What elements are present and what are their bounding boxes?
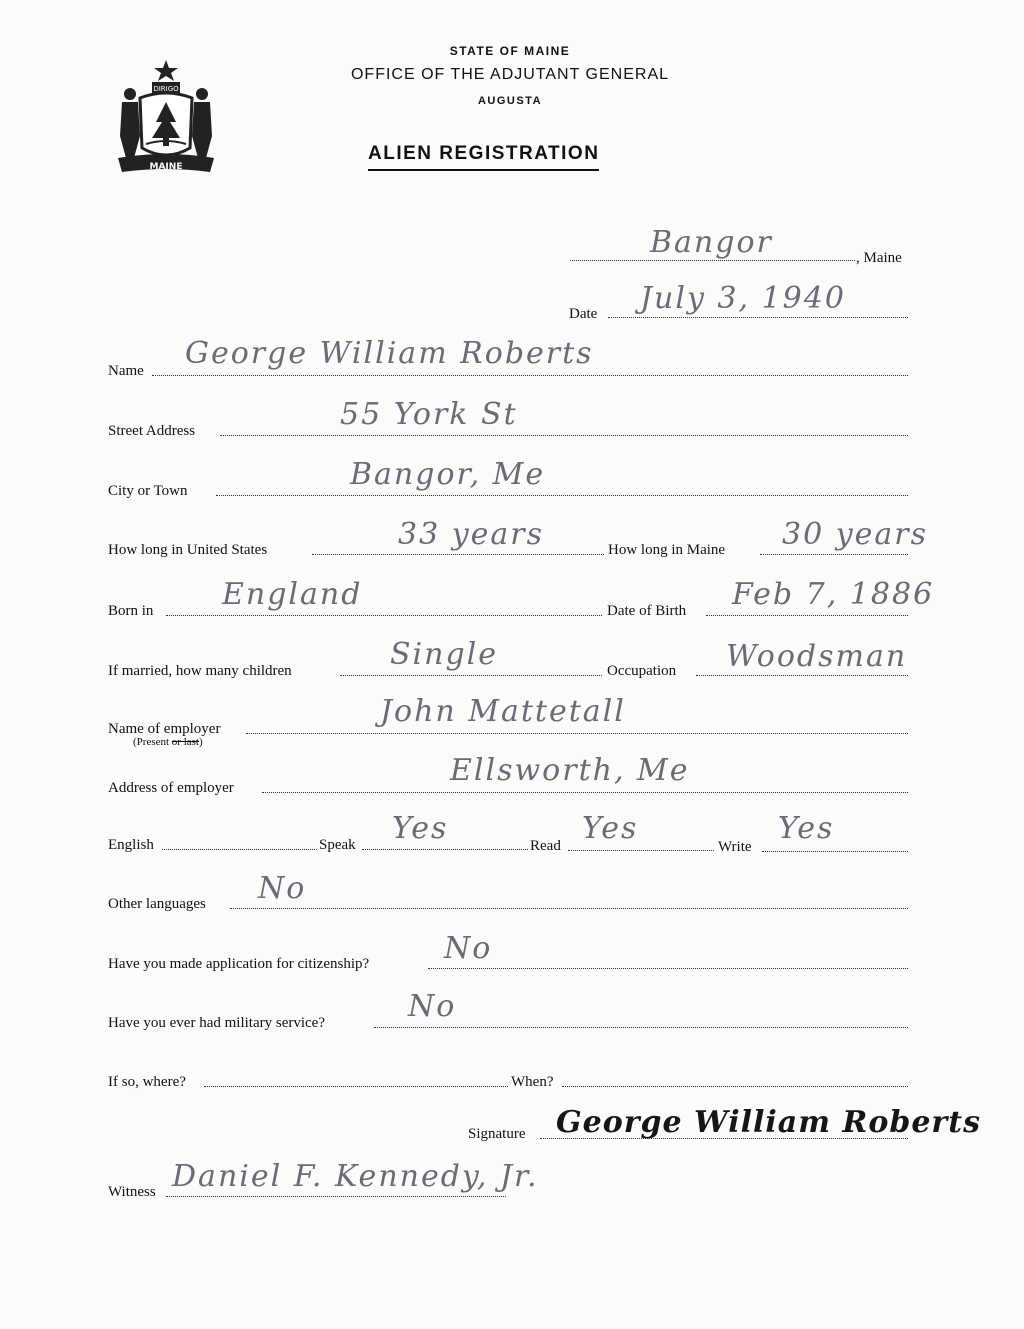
read-label: Read xyxy=(530,838,561,854)
name-line xyxy=(152,375,908,376)
other-languages-value: No xyxy=(258,871,307,906)
english-label: English xyxy=(108,837,154,853)
write-label: Write xyxy=(718,839,752,855)
us-duration-label: How long in United States xyxy=(108,542,268,558)
english-line xyxy=(162,849,317,850)
children-label: If married, how many children xyxy=(108,663,292,679)
employer-address-line xyxy=(262,792,908,793)
employer-value: John Mattetall xyxy=(380,694,626,729)
employer-label: Name of employer xyxy=(108,721,221,737)
speak-label: Speak xyxy=(319,837,356,853)
born-value: England xyxy=(222,577,363,612)
witness-line xyxy=(166,1196,506,1197)
military-value: No xyxy=(408,989,457,1024)
us-duration-value: 33 years xyxy=(398,517,545,552)
citizenship-line xyxy=(428,968,908,969)
occupation-line xyxy=(696,675,908,676)
maine-label: , Maine xyxy=(856,250,902,266)
signature-value: George William Roberts xyxy=(556,1105,981,1140)
street-label: Street Address xyxy=(108,423,196,439)
when-line xyxy=(562,1086,908,1087)
maine-duration-value: 30 years xyxy=(782,517,929,552)
street-value: 55 York St xyxy=(340,397,518,432)
header-state: STATE OF MAINE xyxy=(449,44,571,58)
when-label: When? xyxy=(511,1074,554,1090)
other-languages-line xyxy=(230,908,908,909)
place-line xyxy=(570,260,855,261)
maine-duration-label: How long in Maine xyxy=(608,542,726,558)
dob-label: Date of Birth xyxy=(607,603,687,619)
other-languages-label: Other languages xyxy=(108,896,206,912)
military-line xyxy=(374,1027,908,1028)
write-value: Yes xyxy=(778,811,835,846)
signature-label: Signature xyxy=(468,1126,526,1142)
svg-text:DIRIGO: DIRIGO xyxy=(153,85,179,93)
city-label: City or Town xyxy=(108,483,188,499)
employer-address-value: Ellsworth, Me xyxy=(450,753,690,788)
if-so-label: If so, where? xyxy=(108,1074,186,1090)
military-label: Have you ever had military service? xyxy=(108,1015,325,1031)
read-line xyxy=(568,850,714,851)
children-value: Single xyxy=(390,637,499,672)
name-label: Name xyxy=(108,363,144,379)
city-value: Bangor, Me xyxy=(350,457,546,492)
form-title: ALIEN REGISTRATION xyxy=(368,143,599,171)
children-line xyxy=(340,675,602,676)
witness-value: Daniel F. Kennedy, Jr. xyxy=(172,1159,539,1194)
employer-address-label: Address of employer xyxy=(108,780,234,796)
born-line xyxy=(166,615,602,616)
city-line xyxy=(216,495,908,496)
occupation-value: Woodsman xyxy=(726,639,908,674)
occupation-label: Occupation xyxy=(607,663,677,679)
date-label: Date xyxy=(569,306,598,322)
born-label: Born in xyxy=(108,603,154,619)
citizenship-value: No xyxy=(444,931,493,966)
date-line xyxy=(608,317,908,318)
maine-duration-line xyxy=(760,554,908,555)
us-duration-line xyxy=(312,554,604,555)
witness-label: Witness xyxy=(108,1184,156,1200)
dob-line xyxy=(706,615,908,616)
speak-value: Yes xyxy=(392,811,449,846)
street-line xyxy=(220,435,908,436)
write-line xyxy=(762,851,908,852)
employer-line xyxy=(246,733,908,734)
speak-line xyxy=(362,849,528,850)
date-value: July 3, 1940 xyxy=(640,281,846,316)
place-value: Bangor xyxy=(650,225,773,260)
header-city: AUGUSTA xyxy=(477,95,543,107)
dob-value: Feb 7, 1886 xyxy=(732,577,935,612)
employer-sub-label: (Present or last) xyxy=(133,736,203,748)
header-office: OFFICE OF THE ADJUTANT GENERAL xyxy=(350,66,670,83)
seal-text: MAINE xyxy=(149,162,183,172)
if-so-line xyxy=(204,1086,508,1087)
name-value: George William Roberts xyxy=(185,336,594,371)
read-value: Yes xyxy=(582,811,639,846)
citizenship-label: Have you made application for citizenship? xyxy=(108,956,370,972)
state-seal-icon xyxy=(110,58,222,180)
